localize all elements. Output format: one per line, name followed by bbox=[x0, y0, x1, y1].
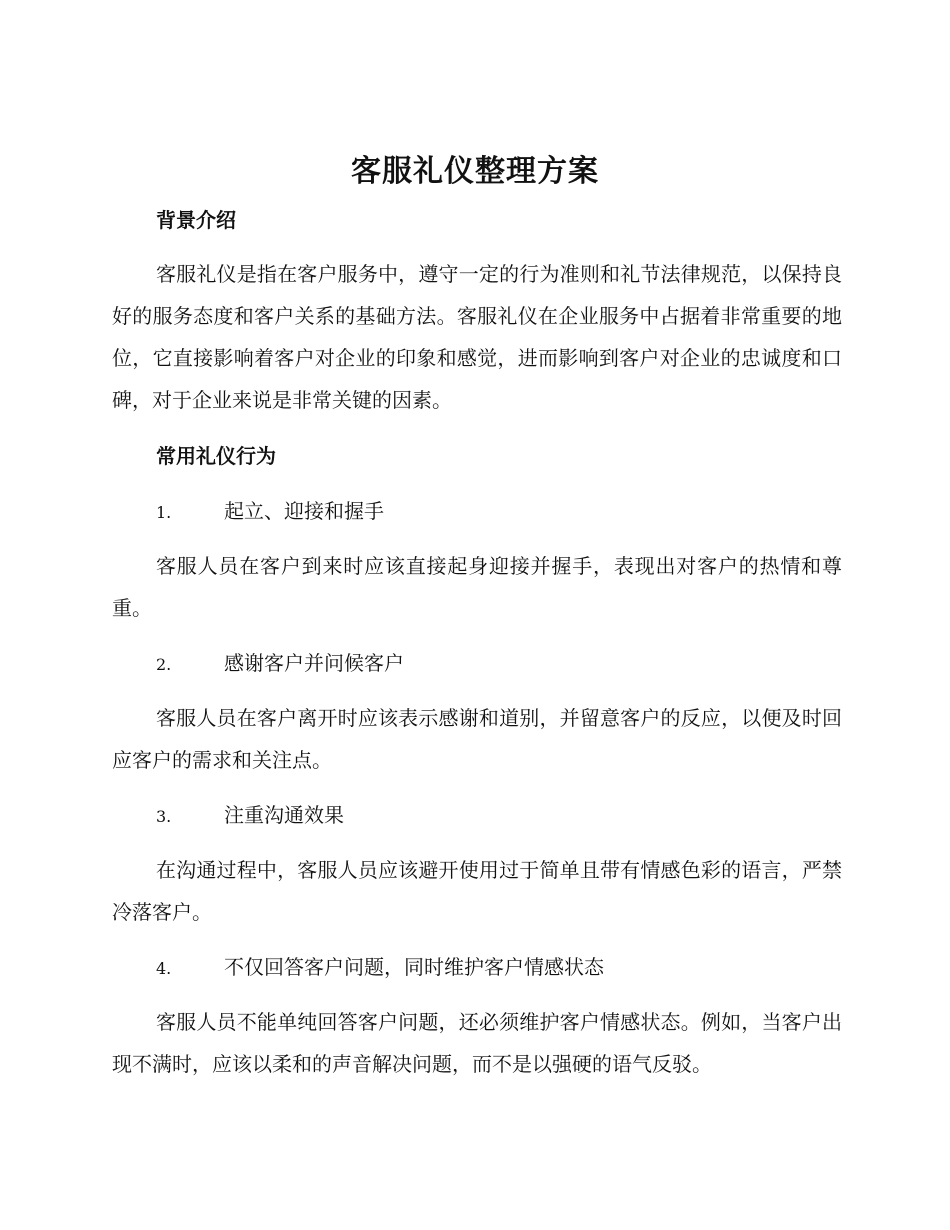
list-item-3-paragraph: 在沟通过程中，客服人员应该避开使用过于简单且带有情感色彩的语言，严禁冷落客户。 bbox=[112, 858, 842, 924]
section-heading-background: 背景介绍 bbox=[156, 208, 236, 232]
list-item-1-paragraph: 客服人员在客户到来时应该直接起身迎接并握手，表现出对客户的热情和尊重。 bbox=[112, 554, 842, 620]
list-item-title: 感谢客户并问候客户 bbox=[224, 651, 404, 675]
list-item-number: 4. bbox=[156, 959, 172, 978]
list-item-number: 3. bbox=[156, 807, 172, 826]
list-item-1-title bbox=[156, 497, 384, 527]
list-item-4-title bbox=[156, 953, 604, 983]
section-heading-common-etiquette: 常用礼仪行为 bbox=[156, 444, 276, 468]
list-item-4-paragraph: 客服人员不能单纯回答客户问题，还必须维护客户情感状态。例如，当客户出现不满时，应该以柔和的声音解决问题，而不是以强硬的语气反驳。 bbox=[112, 1010, 842, 1076]
list-item-3-title bbox=[156, 801, 344, 831]
document-title: 客服礼仪整理方案 bbox=[351, 154, 599, 189]
list-item-number: 1. bbox=[156, 503, 172, 522]
list-item-number: 2. bbox=[156, 655, 172, 674]
background-paragraph: 客服礼仪是指在客户服务中，遵守一定的行为准则和礼节法律规范，以保持良好的服务态度和客户关系的基础方法。客服礼仪在企业服务中占据着非常重要的地位，它直接影响着客户对企业的印象和感觉，进而影响到客户对企业的忠诚度和口碑，对于企业来说是非常关键的因素。 bbox=[112, 262, 842, 412]
list-item-2-title bbox=[156, 649, 404, 679]
list-item-title: 不仅回答客户问题，同时维护客户情感状态 bbox=[224, 955, 604, 979]
list-item-2-paragraph: 客服人员在客户离开时应该表示感谢和道别，并留意客户的反应，以便及时回应客户的需求和关注点。 bbox=[112, 706, 842, 772]
list-item-title: 注重沟通效果 bbox=[224, 803, 344, 827]
list-item-title: 起立、迎接和握手 bbox=[224, 499, 384, 523]
